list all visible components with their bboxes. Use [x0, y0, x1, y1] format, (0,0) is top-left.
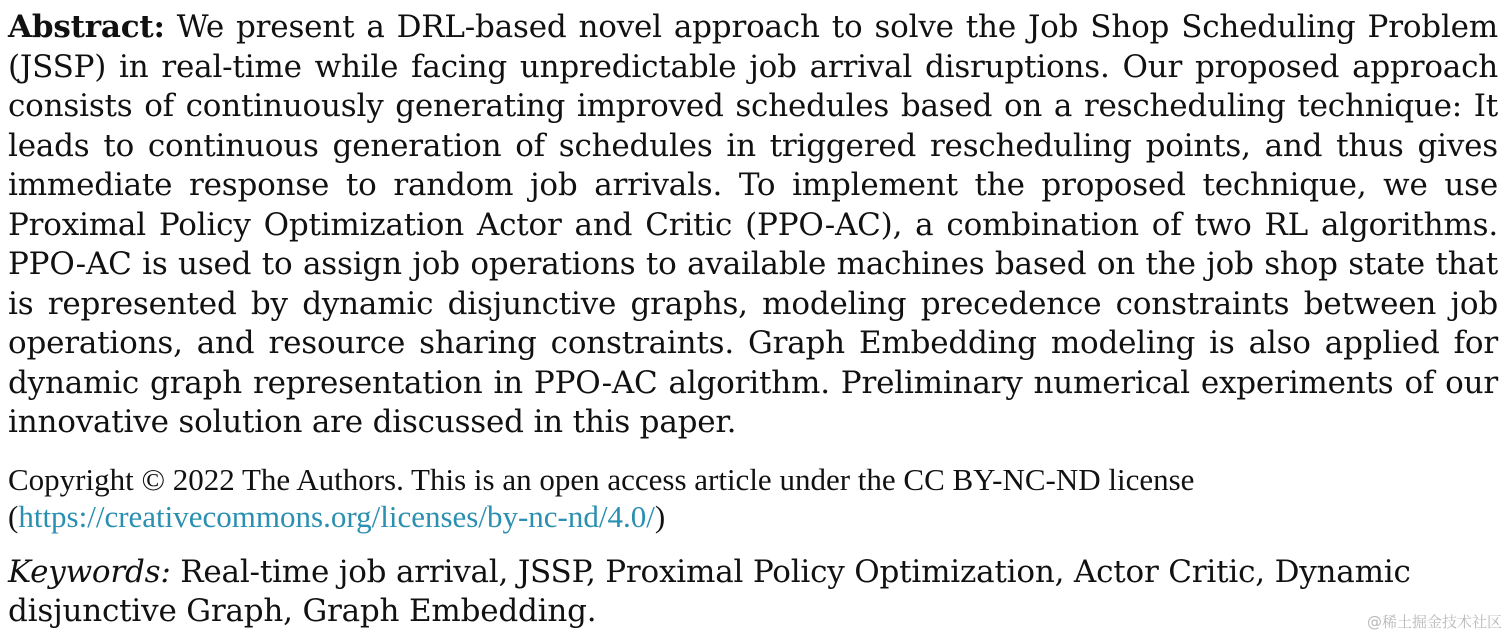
keywords-label: Keywords:	[8, 553, 171, 590]
keywords-text: Real-time job arrival, JSSP, Proximal Policy Optimization, Actor Critic, Dynamic disjunctive Graph, Graph Embedding.	[8, 553, 1411, 629]
license-link-line	[8, 498, 1498, 535]
open-paren: (	[8, 498, 19, 534]
copyright-text: Copyright © 2022 The Authors. This is an open access article under the CC BY-NC-ND license	[8, 461, 1195, 497]
abstract-text: We present a DRL-based novel approach to solve the Job Shop Scheduling Problem (JSSP) in real-time while facing unpredictable job arrival disruptions. Our proposed approach consists of continuously generating improved schedules based on a rescheduling technique: It leads to continuous generation of schedules in triggered rescheduling points, and thus gives immediate response to random job arrivals. To implement the proposed technique, we use Proximal Policy Optimization Actor and Critic (PPO-AC), a combination of two RL algorithms. PPO-AC is used to assign job operations to available machines based on the job shop state that is represented by dynamic disjunctive graphs, modeling precedence constraints between job operations, and resource sharing constraints. Graph Embedding modeling is also applied for dynamic graph representation in PPO-AC algorithm. Preliminary numerical experiments of our innovative solution are discussed in this paper.	[8, 9, 1498, 440]
keywords-paragraph	[8, 553, 1498, 632]
copyright-notice	[8, 461, 1498, 535]
close-paren: )	[654, 498, 666, 534]
watermark: @稀土掘金技术社区	[1366, 613, 1502, 631]
abstract-label: Abstract:	[8, 9, 165, 45]
abstract-paragraph	[8, 8, 1498, 443]
license-link[interactable]: https://creativecommons.org/licenses/by-nc-nd/4.0/	[18, 498, 655, 534]
paper-page	[8, 8, 1498, 632]
